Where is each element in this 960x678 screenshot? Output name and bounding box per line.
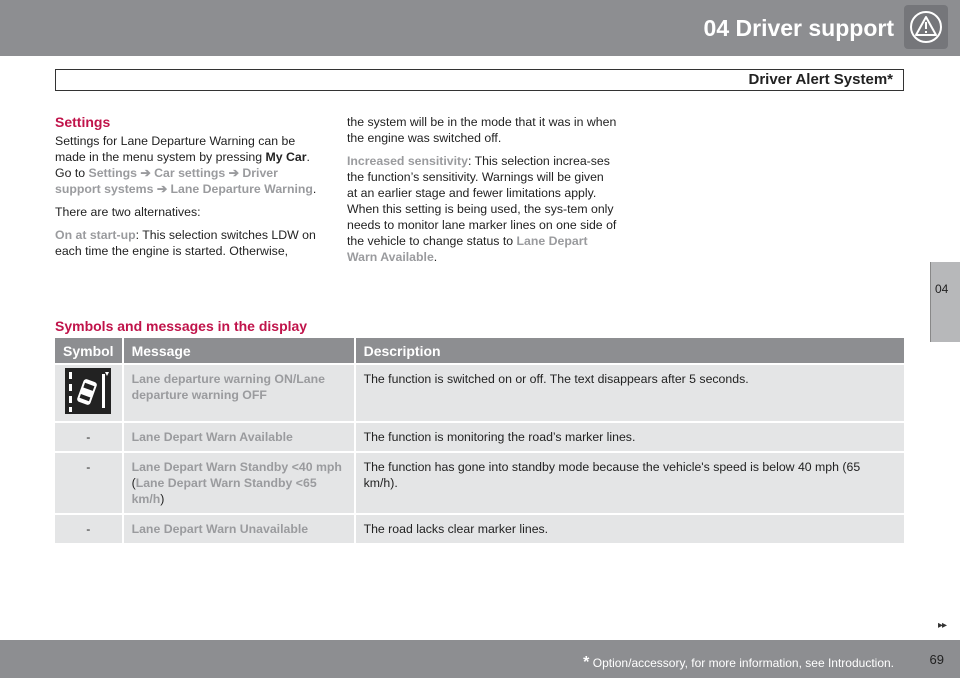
bottom-bar [0,640,960,678]
message-cell: Lane Depart Warn Available [123,422,355,452]
mode-paragraph: the system will be in the mode that it was in when the engine was switched off. [347,115,617,145]
table-row [55,452,904,514]
table-row [55,422,904,452]
message-cell: Lane Depart Warn Standby <40 mph (Lane Depart Warn Standby <65 km/h) [123,452,355,514]
chapter-title: 04 Driver support [703,15,894,41]
table-row [55,514,904,543]
warning-triangle-icon [904,5,948,49]
side-tab-label: 04 [935,282,949,296]
arrow-right-icon: ➔ [225,166,243,180]
table-title: Symbols and messages in the display [55,318,308,334]
arrow-right-icon: ➔ [153,182,171,196]
alternatives-paragraph: There are two alternatives: [55,205,201,219]
message-cell: Lane Depart Warn Unavailable [123,514,355,543]
footnote: * Option/accessory, for more information, see Introduction. [583,654,894,671]
column-header-symbol: Symbol [55,338,123,364]
next-page-arrows-icon[interactable]: ▸▸ [937,620,946,631]
settings-paragraph: Settings for Lane Departure Warning can be made in the menu system by pressing My Car. Go to Settings ➔ Car settings ➔ Driver support systems ➔ Lane Departure Warning. [55,134,317,196]
chapter-side-tab[interactable] [930,262,960,342]
description-cell: The function is switched on or off. The text disappears after 5 seconds. [355,364,904,422]
symbol-cell: - [55,452,123,514]
table-row [55,364,904,422]
message-cell: Lane departure warning ON/Lane departure warning OFF [123,364,355,422]
column-header-message: Message [123,338,355,364]
section-header [55,69,904,91]
description-cell: The function is monitoring the road’s marker lines. [355,422,904,452]
sensitivity-paragraph: Increased sensitivity: This selection increa-ses the function’s sensitivity. Warnings will be given at an earlier stage and fewer limitations apply. When this setting is being used, the sys-tem only needs to monitor lane marker lines on one side of the vehicle to change status to Lane Depart Warn Available. [347,154,617,264]
text-column-right [347,114,617,272]
text-column-left [55,114,325,266]
symbol-cell: - [55,422,123,452]
settings-heading: Settings [55,114,111,130]
symbol-cell [55,364,123,422]
lane-departure-icon [65,368,111,414]
on-at-startup-paragraph: On at start-up: This selection switches LDW on each time the engine is started. Otherwise, [55,228,316,258]
section-title: Driver Alert System* [748,71,893,88]
top-bar [0,0,960,56]
column-header-description: Description [355,338,904,364]
arrow-right-icon: ➔ [137,166,155,180]
page-number: 69 [929,652,944,667]
symbols-table [55,338,904,543]
description-cell: The function has gone into standby mode because the vehicle's speed is below 40 mph (65 km/h). [355,452,904,514]
symbol-cell: - [55,514,123,543]
description-cell: The road lacks clear marker lines. [355,514,904,543]
